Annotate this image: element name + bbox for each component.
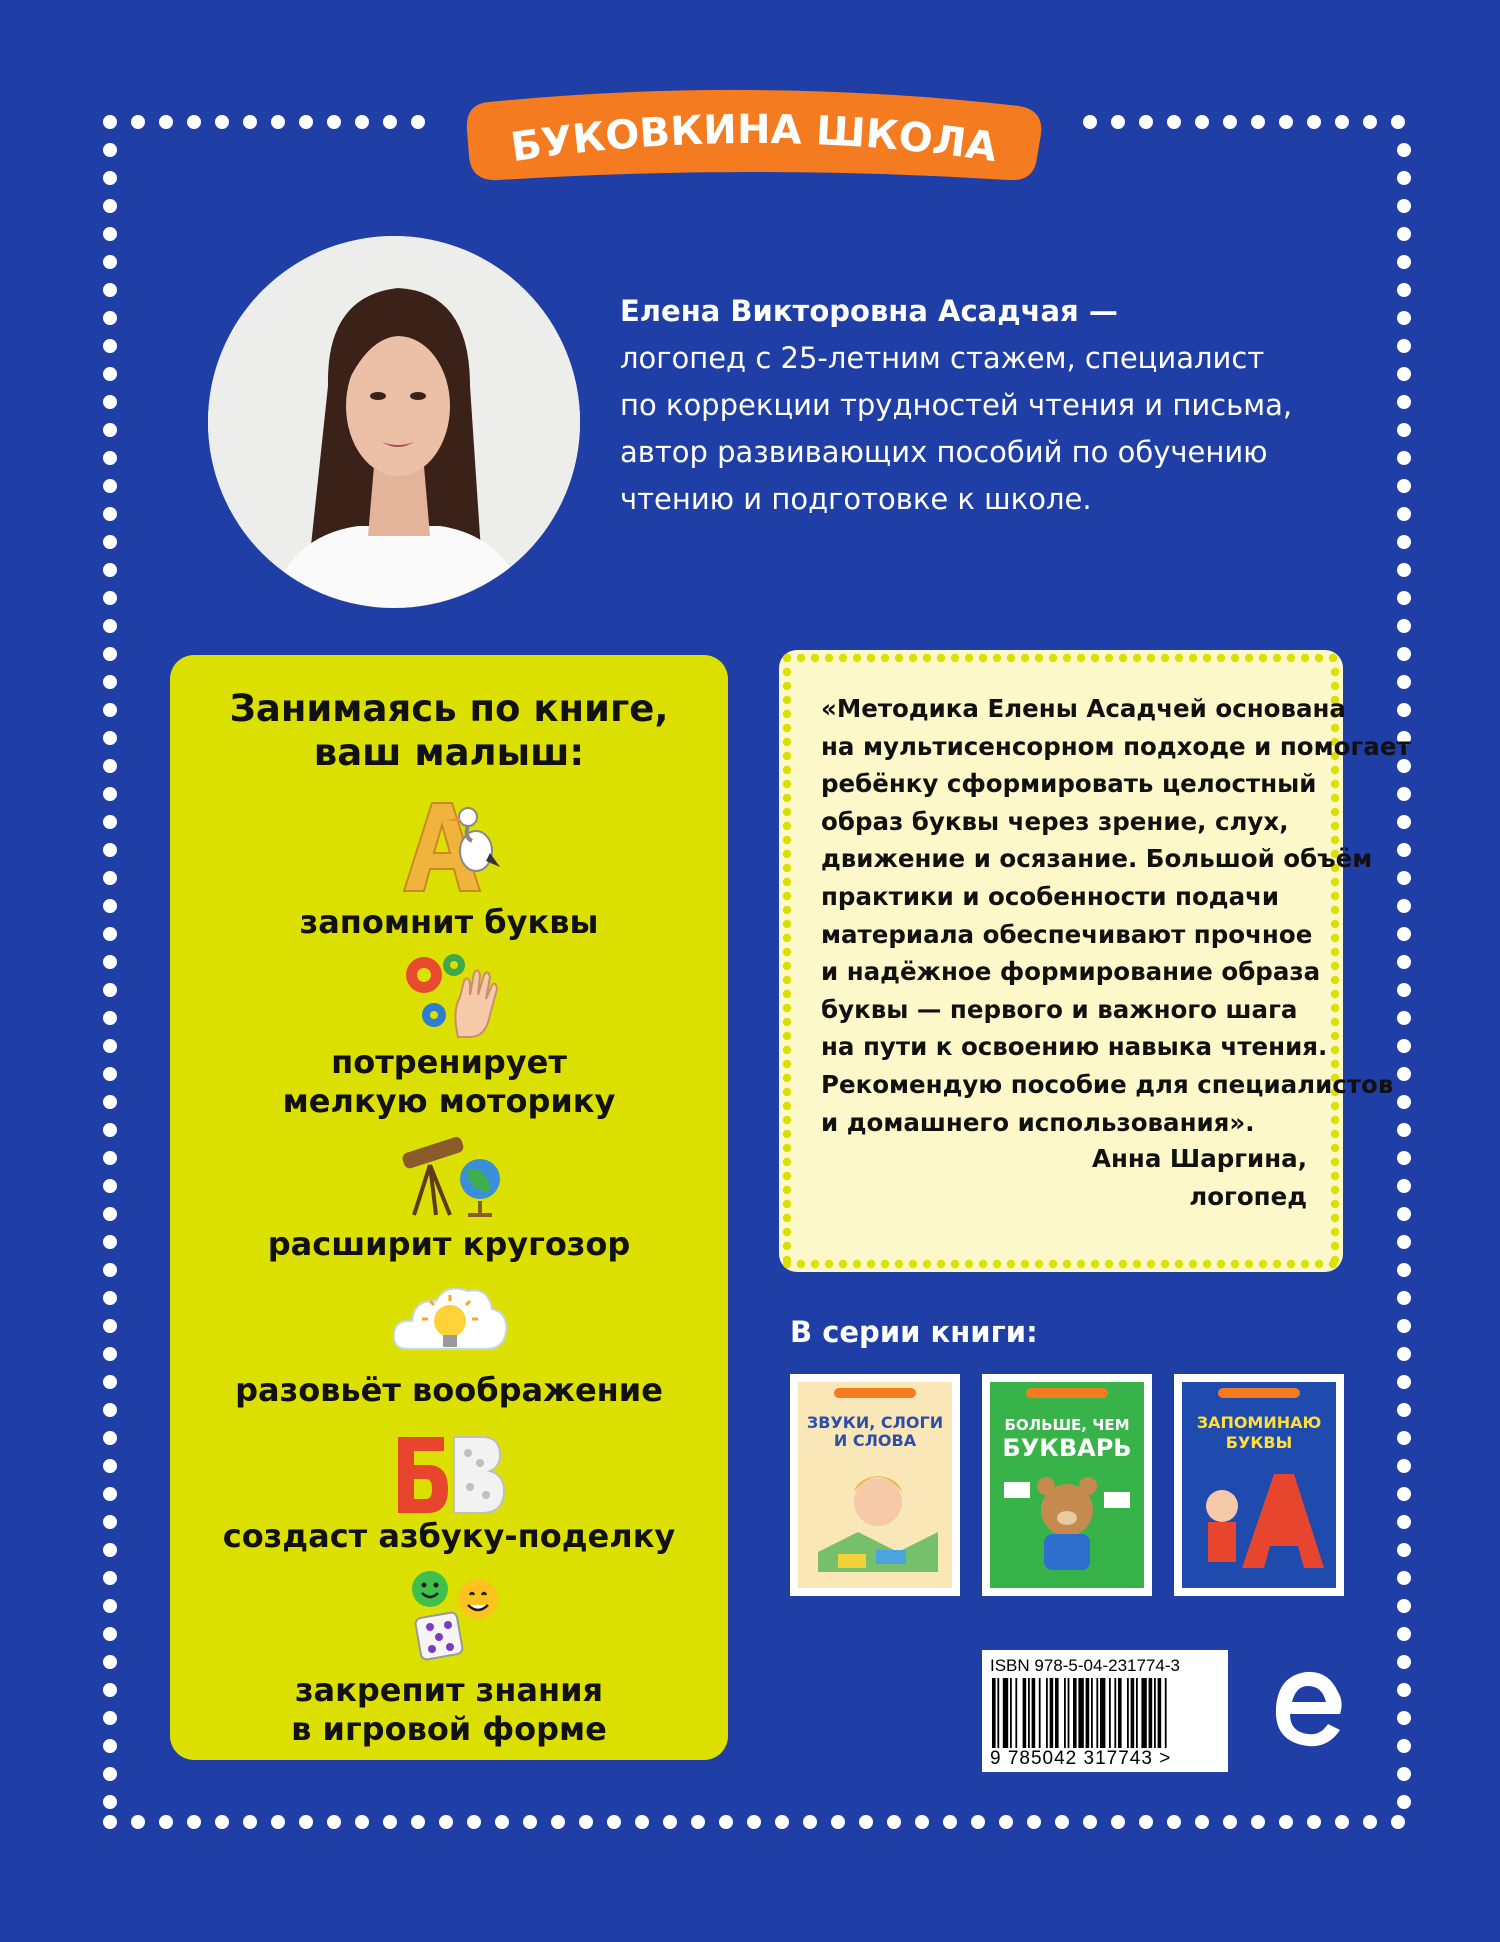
series-badge: [459, 84, 1049, 196]
gears-hand-icon: [394, 951, 504, 1039]
review-line: и надёжное формирование образа: [821, 957, 1321, 987]
svg-text:БУКВАРЬ: БУКВАРЬ: [1002, 1434, 1132, 1462]
barcode-digits: 9 785042 317743 >: [990, 1748, 1172, 1769]
svg-text:И СЛОВА: И СЛОВА: [833, 1431, 917, 1450]
benefits-title: Занимаясь по книге, ваш малыш:: [229, 687, 669, 774]
publisher-logo: [1268, 1664, 1348, 1754]
benefit-item: запомнит буквы: [299, 903, 599, 941]
review-text: [821, 690, 1411, 1141]
review-author-role: логопед: [1189, 1181, 1307, 1211]
series-book-cover: [1174, 1374, 1344, 1596]
review-line: «Методика Елены Асадчей основана: [821, 694, 1346, 723]
telescope-globe-icon: [396, 1131, 504, 1217]
svg-text:ЗВУКИ, СЛОГИ: ЗВУКИ, СЛОГИ: [806, 1413, 944, 1432]
benefit-item: потренирует мелкую моторику: [282, 1043, 616, 1120]
benefit-item: создаст азбуку-поделку: [222, 1517, 676, 1555]
author-bio-line: по коррекции трудностей чтения и письма,: [620, 388, 1293, 422]
svg-text:БУКВЫ: БУКВЫ: [1225, 1433, 1293, 1452]
letters-bv-icon: [394, 1433, 506, 1515]
series-book-cover: [982, 1374, 1152, 1596]
review-line: Рекомендую пособие для специалистов: [821, 1069, 1394, 1099]
review-line: на пути к освоению навыка чтения.: [821, 1032, 1328, 1062]
review-line: практики и особенности подачи: [821, 881, 1280, 911]
svg-text:ЗАПОМИНАЮ: ЗАПОМИНАЮ: [1196, 1413, 1322, 1432]
barcode: [982, 1650, 1228, 1772]
author-bio-line: логопед с 25-летним стажем, специалист: [620, 341, 1265, 375]
review-line: и домашнего использования».: [821, 1107, 1255, 1137]
benefit-item: расширит кругозор: [267, 1225, 631, 1263]
review-author-name: Анна Шаргина,: [1092, 1144, 1307, 1173]
review-line: на мультисенсорном подходе и помогает: [821, 731, 1411, 761]
stork-letter-a-icon: [394, 795, 506, 895]
svg-text:БОЛЬШЕ, ЧЕМ: БОЛЬШЕ, ЧЕМ: [1004, 1416, 1130, 1434]
author-bio-line: автор развивающих пособий по обучению: [620, 435, 1268, 469]
review-line: движение и осязание. Большой объём: [821, 844, 1373, 874]
series-badge-label: БУКОВКИНА ШКОЛА: [508, 106, 1000, 172]
review-author: [1092, 1140, 1307, 1215]
author-photo: [208, 236, 580, 608]
barcode-bars: [992, 1678, 1218, 1748]
author-bio-line: чтению и подготовке к школе.: [620, 482, 1092, 516]
benefits-panel: [170, 655, 728, 1760]
review-line: материала обеспечивают прочное: [821, 919, 1313, 949]
cloud-lightbulb-icon: [388, 1275, 512, 1365]
review-quote: [779, 650, 1411, 1272]
author-bio: [620, 288, 1292, 523]
emoji-dice-icon: [404, 1569, 502, 1661]
isbn-label: ISBN 978-5-04-231774-3: [990, 1656, 1180, 1675]
benefit-item: закрепит знания в игровой форме: [291, 1671, 607, 1748]
review-line: образ буквы через зрение, слух,: [821, 806, 1289, 836]
review-line: ребёнку сформировать целостный: [821, 769, 1317, 799]
author-name: Елена Викторовна Асадчая —: [620, 294, 1118, 328]
series-book-cover: [790, 1374, 960, 1596]
series-title: В серии книги:: [790, 1315, 1038, 1349]
benefit-item: разовьёт воображение: [235, 1371, 663, 1409]
review-line: буквы — первого и важного шага: [821, 994, 1298, 1024]
